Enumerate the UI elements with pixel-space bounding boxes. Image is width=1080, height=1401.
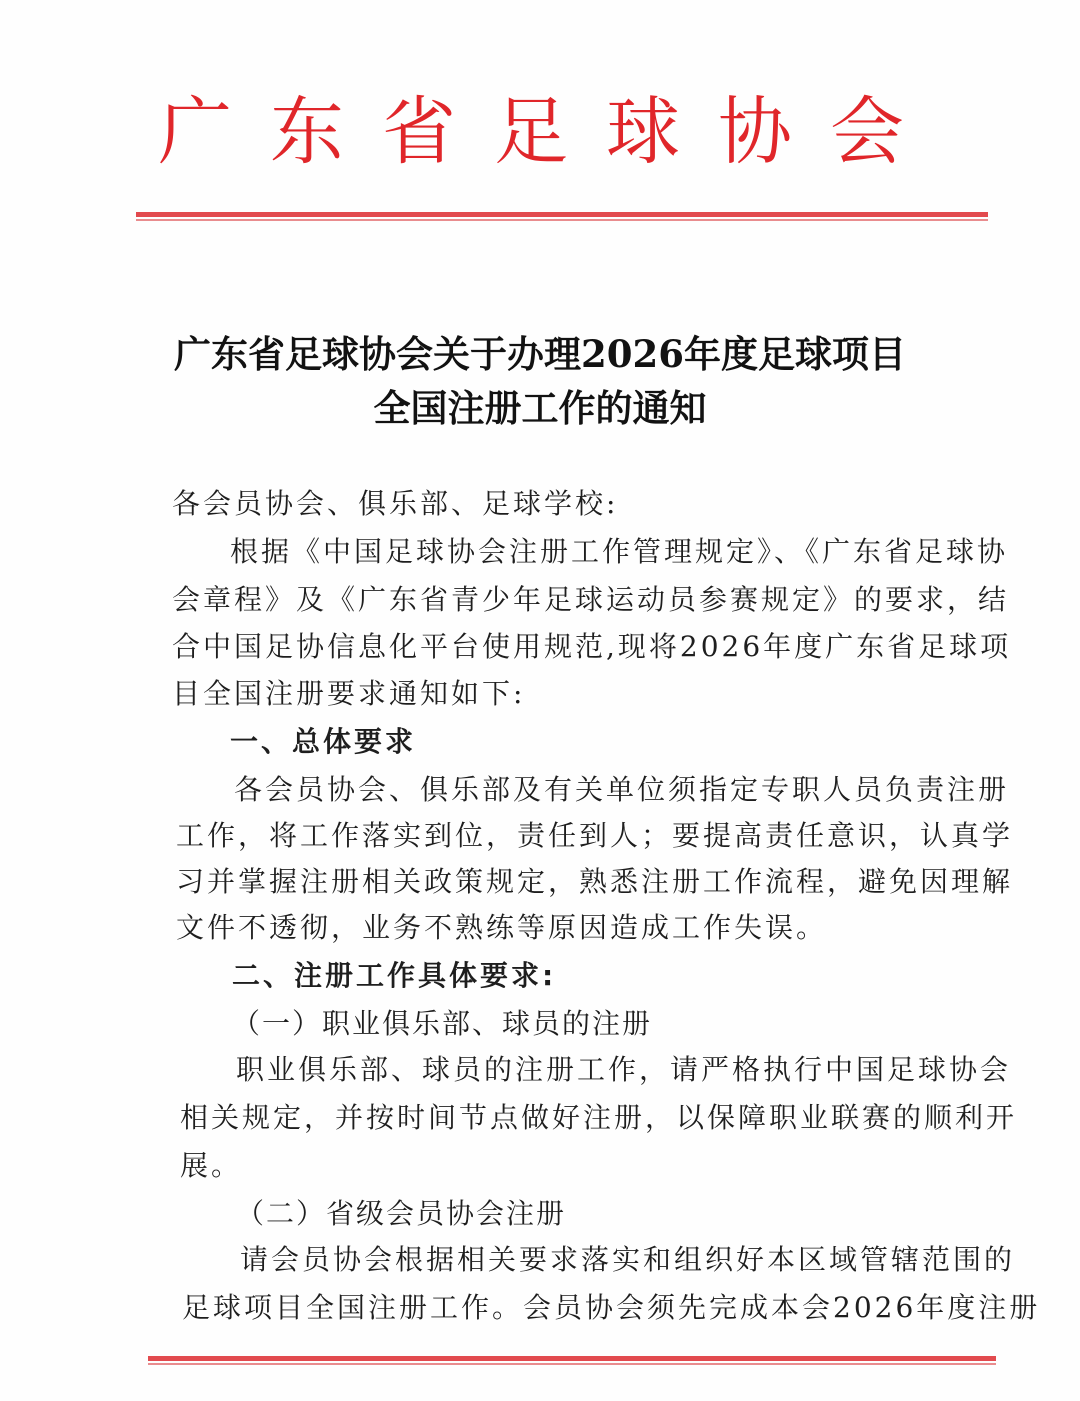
intro-line-3: 合中国足协信息化平台使用规范,现将2026年度广东省足球项	[172, 630, 1012, 663]
intro-line-1: 根据《中国足球协会注册工作管理规定》、《广东省足球协	[230, 535, 1009, 568]
footer-divider	[148, 1356, 996, 1361]
intro-line-4: 目全国注册要求通知如下:	[172, 677, 526, 710]
section-1-line-2: 工作，将工作落实到位，责任到人；要提高责任意识，认真学	[176, 819, 1014, 852]
subsection-2-line-1: 请会员协会根据相关要求落实和组织好本区域管辖范围的	[240, 1243, 1016, 1276]
subsection-1-line-2: 相关规定，并按时间节点做好注册，以保障职业联赛的顺利开	[180, 1101, 1018, 1134]
subsection-1-heading: （一）职业俱乐部、球员的注册	[232, 1007, 653, 1040]
organization-letterhead: 广东省足球协会	[158, 89, 942, 175]
salutation: 各会员协会、俱乐部、足球学校:	[172, 487, 619, 520]
intro-line-2: 会章程》及《广东省青少年足球运动员参赛规定》的要求，结	[172, 583, 1010, 616]
notice-title-line-1: 广东省足球协会关于办理2026年度足球项目	[174, 332, 906, 376]
header-divider	[136, 212, 988, 217]
subsection-1-line-3: 展。	[180, 1149, 243, 1182]
notice-title-line-2: 全国注册工作的通知	[373, 386, 707, 430]
section-1-line-4: 文件不透彻，业务不熟练等原因造成工作失误。	[176, 911, 828, 944]
subsection-2-line-2: 足球项目全国注册工作。会员协会须先完成本会2026年度注册	[182, 1291, 1041, 1324]
section-2-heading: 二、注册工作具体要求:	[232, 959, 557, 992]
section-1-line-3: 习并掌握注册相关政策规定，熟悉注册工作流程，避免因理解	[176, 865, 1014, 898]
section-1-line-1: 各会员协会、俱乐部及有关单位须指定专职人员负责注册	[234, 773, 1010, 806]
subsection-1-line-1: 职业俱乐部、球员的注册工作，请严格执行中国足球协会	[236, 1053, 1012, 1086]
subsection-2-heading: （二）省级会员协会注册	[236, 1197, 567, 1230]
section-1-heading: 一、总体要求	[230, 725, 417, 758]
